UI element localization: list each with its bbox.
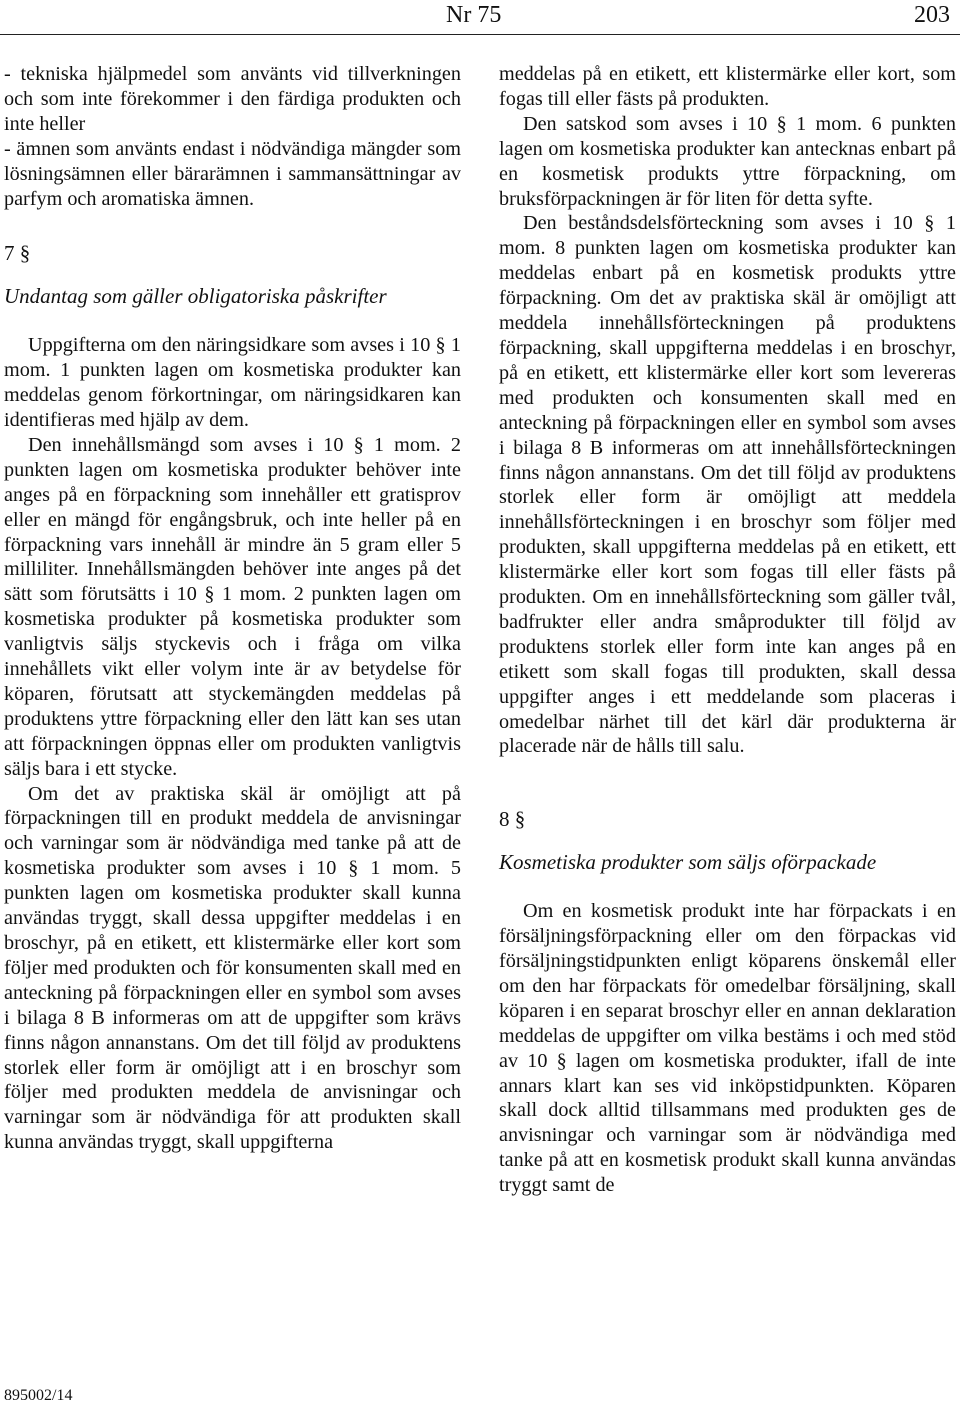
footer-code: 895002/14: [4, 1387, 73, 1404]
paragraph-batch-code: Den satskod som avses i 10 § 1 mom. 6 punkten lagen om kosmetiska produkter kan antecknas enbart på en kosmetisk produkts yttre förpackning, om bruksförpackningen är för liten för detta syfte.: [499, 112, 956, 210]
paragraph-unpackaged-products: Om en kosmetisk produkt inte har förpackats i en försäljningsförpackning eller om den förpackas vid försäljningstidpunkten enligt köparens önskemål eller om den har förpackats för omedelbar försäljning, skall köparen i en separat broschyr eller en annan deklaration meddelas de uppgifter om vilka bestäms i och med stöd av 10 § lagen om kosmetiska produkter, ifall de inte annars klart kan ses vid inköpstidpunkten. Köparen skall dock alltid tillsammans med produkten ges de anvisningar och varningar som är nödvändiga med tanke på att en kosmetisk produkt skall kunna användas tryggt samt de: [499, 900, 956, 1197]
section-title-8: Kosmetiska produkter som säljs oförpackade: [499, 850, 877, 875]
issue-number: Nr 75: [446, 2, 502, 28]
paragraph-content-quantity: Den innehållsmängd som avses i 10 § 1 mom. 2 punkten lagen om kosmetiska produkter behöver inte anges på en förpackning som innehåller ett gratisprov eller en mängd för engångsbruk, och inte heller på en förpackning vars innehåll är mindre än 5 gram eller 5 milliliter. Innehållsmängden behöver inte anges på det sätt som förutsätts i 10 § 1 mom. 2 punkten lagen om kosmetiska produkter på kosmetiska produkter som vanligtvis säljs styckevis och i fråga om vilka innehållets vikt eller volym inte är av betydelse för köparen, förutsatt att styckemängden meddelas på produktens yttre förpackning eller den lätt kan ses utan att förpackningen öppnas eller om produkten vanligtvis säljs bara i ett stycke.: [4, 433, 461, 780]
left-column: [4, 62, 461, 1155]
header-rule: [0, 34, 960, 35]
list-item-solvents: - ämnen som använts endast i nödvändiga mängder som lösningsämnen eller bärarämnen i sammansättningar av parfym och aromatiska ämnen.: [4, 137, 461, 210]
page-number: 203: [914, 2, 950, 28]
list-item-technical-aids: - tekniska hjälpmedel som använts vid tillverkningen och som inte förekommer i den färdiga produkten och inte heller: [4, 63, 461, 135]
paragraph-trader-info: Uppgifterna om den näringsidkare som avses i 10 § 1 mom. 1 punkten lagen om kosmetiska produkter kan meddelas genom förkortningar, om näringsidkaren kan identifieras med hjälp av dem.: [4, 334, 461, 431]
paragraph-ingredient-list: Den beståndsdelsförteckning som avses i 10 § 1 mom. 8 punkten lagen om kosmetiska produkter kan meddelas enbart på en kosmetisk produkts yttre förpackning. Om det av praktiska skäl är omöjligt att meddela innehållsförteckningen på produktens förpackning, skall uppgifterna meddelas i en broschyr, på en etikett, ett klistermärke eller kort som levereras med produkten och konsumenten skall med en anteckning på förpackningen eller en symbol som avses i bilaga 8 B informeras om att innehållsförteckningen finns någon annanstans. Om det till följd av produktens storlek eller form är omöjligt att meddela innehållsförteckningen i en broschyr som följer med produkten, skall uppgifterna meddelas på en etikett, ett klistermärke eller kort som fogas till eller fästs på produkten. Om en innehållsförteckning som gäller tvål, badfrukter eller andra småprodukter till följd av produktens storlek eller form inte kan anges på en etikett som skall fogas till produkten, skall dessa uppgifter anges i ett meddelande som placeras i omedelbar närhet till det kärl där produkterna är placerade när de hålls till salu.: [499, 212, 956, 758]
section-number-7: 7 §: [4, 241, 31, 266]
paragraph-instructions-warnings: Om det av praktiska skäl är omöjligt att på förpackningen till en produkt meddela de anvisningar och varningar som är nödvändiga med tanke på att de kosmetiska produkter som avses i 10 § 1 mom. 5 punkten lagen om kosmetiska produkter skall kunna användas tryggt, skall dessa uppgifter meddelas i en broschyr, på en etikett, ett klistermärke eller kort som följer med produkten och för konsumenten skall med en anteckning på förpackningen eller en symbol som avses i bilaga 8 B informeras om att de uppgifter som krävs finns någon annanstans. Om det till följd av produktens storlek eller form är omöjligt att i en broschyr som följer med produkten meddela de anvisningar och varningar som är nödvändiga för att produkten skall kunna användas tryggt, skall uppgifterna: [4, 782, 461, 1154]
right-column: [499, 62, 956, 1198]
section-title-7: Undantag som gäller obligatoriska påskrifter: [4, 284, 387, 309]
section-number-8: 8 §: [499, 807, 526, 832]
paragraph-continuation: meddelas på en etikett, ett klistermärke eller kort, som fogas till eller fästs på produkten.: [499, 63, 956, 110]
